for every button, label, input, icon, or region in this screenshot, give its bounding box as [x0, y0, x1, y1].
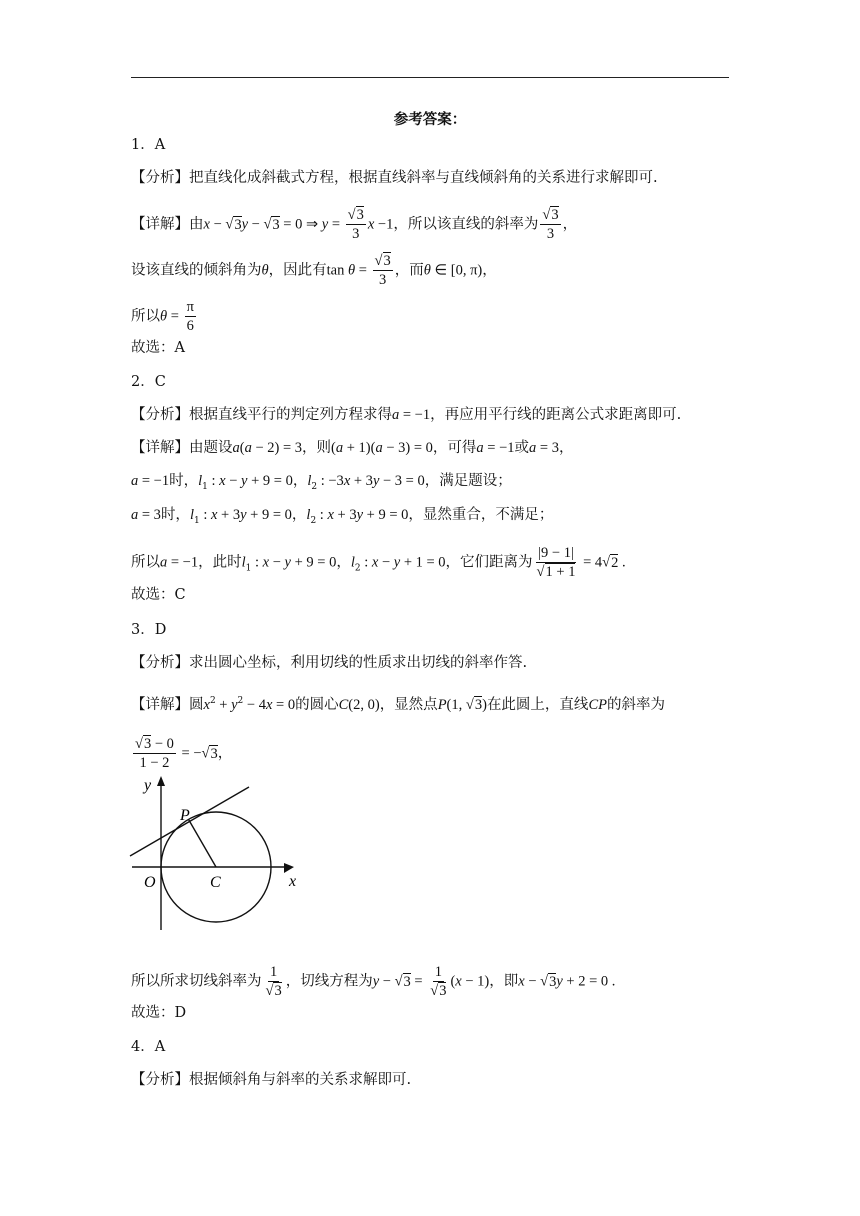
q3-analysis: 【分析】求出圆心坐标，利用切线的性质求出切线的斜率作答.: [131, 655, 528, 671]
page-title: 参考答案：: [393, 111, 467, 128]
q1-angle-line: 设该直线的倾斜角为θ，因此有tan θ = $\frac{√3}{3}$ ，而θ ∈ [0, π)，: [131, 253, 497, 288]
q3-detail: 【详解】圆$x^2 + y^2 - 4x = 0$的圆心C(2, 0)，显然点P(1, √3)在此圆上，直线CP的斜率为: [131, 696, 665, 713]
q2-case2: a = 3时，$l_1$ : x + 3y + 9 = 0，$l_2$ : x + 3y + 9 = 0，显然重合，不满足；: [131, 507, 554, 526]
q2-analysis: 【分析】根据直线平行的判定列方程求得a = −1，再应用平行线的距离公式求距离即可.: [131, 407, 682, 423]
header-rule: [131, 77, 729, 78]
label-y: y: [144, 777, 152, 794]
q1-conclusion: 所以θ = $\frac{\pi}{6}$: [131, 299, 194, 334]
label-p: P: [180, 807, 190, 824]
q3-circle-figure: [124, 770, 314, 940]
q1-number: 1．A: [131, 137, 166, 153]
q2-choice: 故选：C: [131, 587, 186, 603]
q4-number: 4．A: [131, 1039, 166, 1055]
q1-choice: 故选：A: [131, 340, 185, 356]
q1-detail: 【详解】由x − √3y − √3 = 0 ⇒ y = $\frac{√3}{3}$ x −1，所以该直线的斜率为 $\frac{√3}{3}$ ，: [131, 207, 578, 242]
x-axis-arrow: [284, 863, 294, 873]
q2-conclusion: 所以a = −1，此时$l_1$ : x − y + 9 = 0，$l_2$ : x − y + 1 = 0，它们距离为 $\frac{|9 - 1|}{√1 + 1}$ = 4√2 .: [131, 545, 626, 580]
q3-conclusion: 所以所求切线斜率为 $\frac{1}{√3}$ ，切线方程为y − √3 = $\frac{1}{√3}$ (x − 1)，即x − √3y + 2 = 0 .: [131, 964, 616, 999]
y-axis-arrow: [157, 776, 165, 786]
q3-slope-calc: $\frac{√3 - 0}{1 - 2}$ = −√3，: [135, 736, 233, 771]
radius-cp: [189, 819, 217, 867]
q1-analysis: 【分析】把直线化成斜截式方程，根据直线斜率与直线倾斜角的关系进行求解即可.: [131, 170, 658, 186]
q2-case1: a = −1时，$l_1$ : x − y + 9 = 0，$l_2$ : −3x + 3y − 3 = 0，满足题设；: [131, 473, 512, 492]
q3-number: 3．D: [131, 622, 167, 638]
label-o: O: [144, 874, 156, 891]
q2-detail: 【详解】由题设a(a − 2) = 3，则(a + 1)(a − 3) = 0，可得a = −1或a = 3，: [131, 440, 574, 456]
label-c: C: [210, 874, 221, 891]
q3-choice: 故选：D: [131, 1005, 187, 1021]
q2-number: 2．C: [131, 374, 166, 390]
q4-analysis: 【分析】根据倾斜角与斜率的关系求解即可.: [131, 1072, 412, 1088]
label-x: x: [289, 873, 297, 890]
